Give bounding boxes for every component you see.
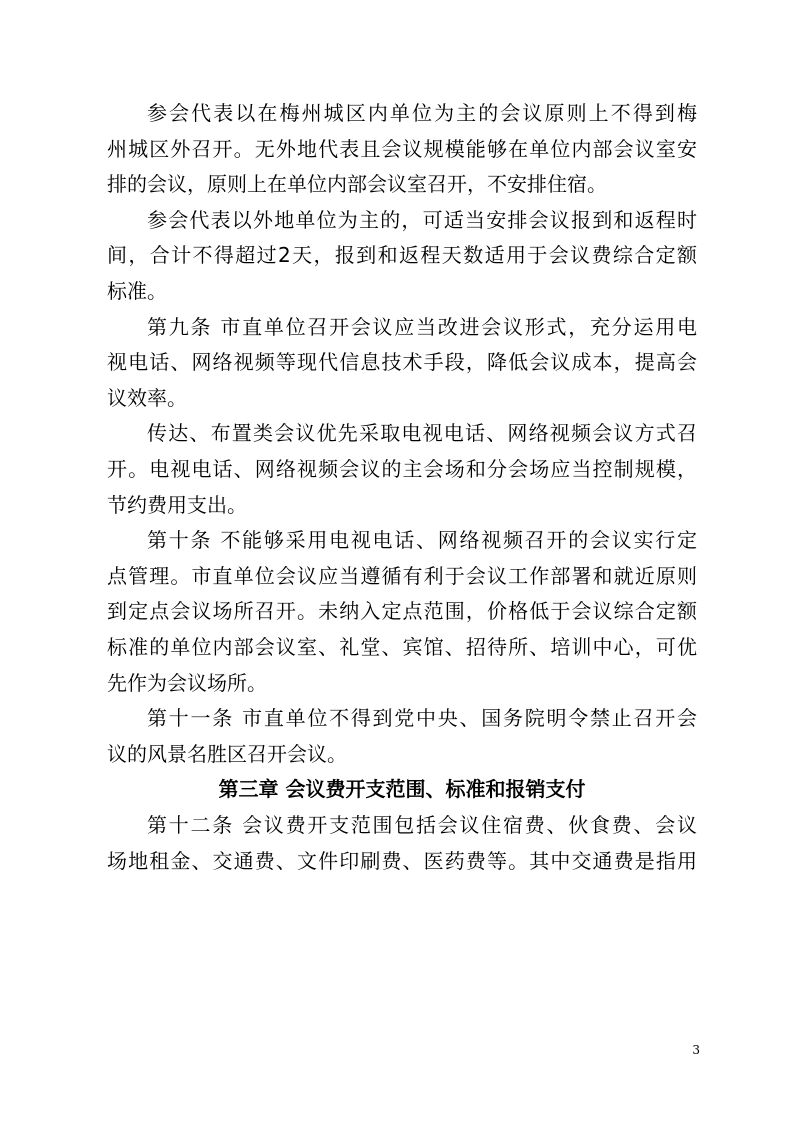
- paragraph-line: 开。电视电话、网络视频会议的主会场和分会场应当控制规模，: [107, 457, 697, 481]
- paragraph-line: 先作为会议场所。: [107, 671, 267, 695]
- paragraph-line: 传达、布置类会议优先采取电视电话、网络视频会议方式召: [147, 421, 697, 445]
- paragraph-line: 排的会议，原则上在单位内部会议室召开，不安排住宿。: [107, 172, 607, 196]
- paragraph-line: 参会代表以外地单位为主的，可适当安排会议报到和返程时: [147, 208, 697, 232]
- paragraph-line: 间，合计不得超过2天，报到和返程天数适用于会议费综合定额: [107, 243, 697, 267]
- paragraph-line: 第十条 不能够采用电视电话、网络视频召开的会议实行定: [147, 528, 697, 552]
- paragraph-line: 第十一条 市直单位不得到党中央、国务院明令禁止召开会: [147, 706, 697, 730]
- paragraph-line: 第十二条 会议费开支范围包括会议住宿费、伙食费、会议: [147, 813, 697, 837]
- paragraph-line: 点管理。市直单位会议应当遵循有利于会议工作部署和就近原则: [107, 564, 697, 588]
- paragraph-line: 议效率。: [107, 386, 187, 410]
- paragraph-line: 节约费用支出。: [107, 493, 247, 517]
- paragraph-line: 议的风景名胜区召开会议。: [107, 742, 347, 766]
- paragraph-line: 州城区外召开。无外地代表且会议规模能够在单位内部会议室安: [107, 137, 697, 161]
- paragraph-line: 到定点会议场所召开。未纳入定点范围，价格低于会议综合定额: [107, 599, 697, 623]
- paragraph-line: 场地租金、交通费、文件印刷费、医药费等。其中交通费是指用: [107, 849, 697, 873]
- chapter-heading: 第三章 会议费开支范围、标准和报销支付: [218, 777, 586, 801]
- paragraph-line: 第九条 市直单位召开会议应当改进会议形式，充分运用电: [147, 315, 697, 339]
- paragraph-line: 视电话、网络视频等现代信息技术手段，降低会议成本，提高会: [107, 350, 697, 374]
- paragraph-line: 标准。: [107, 279, 167, 303]
- paragraph-line: 标准的单位内部会议室、礼堂、宾馆、招待所、培训中心，可优: [107, 635, 697, 659]
- paragraph-line: 参会代表以在梅州城区内单位为主的会议原则上不得到梅: [147, 101, 697, 125]
- page-number: 3: [692, 1043, 700, 1057]
